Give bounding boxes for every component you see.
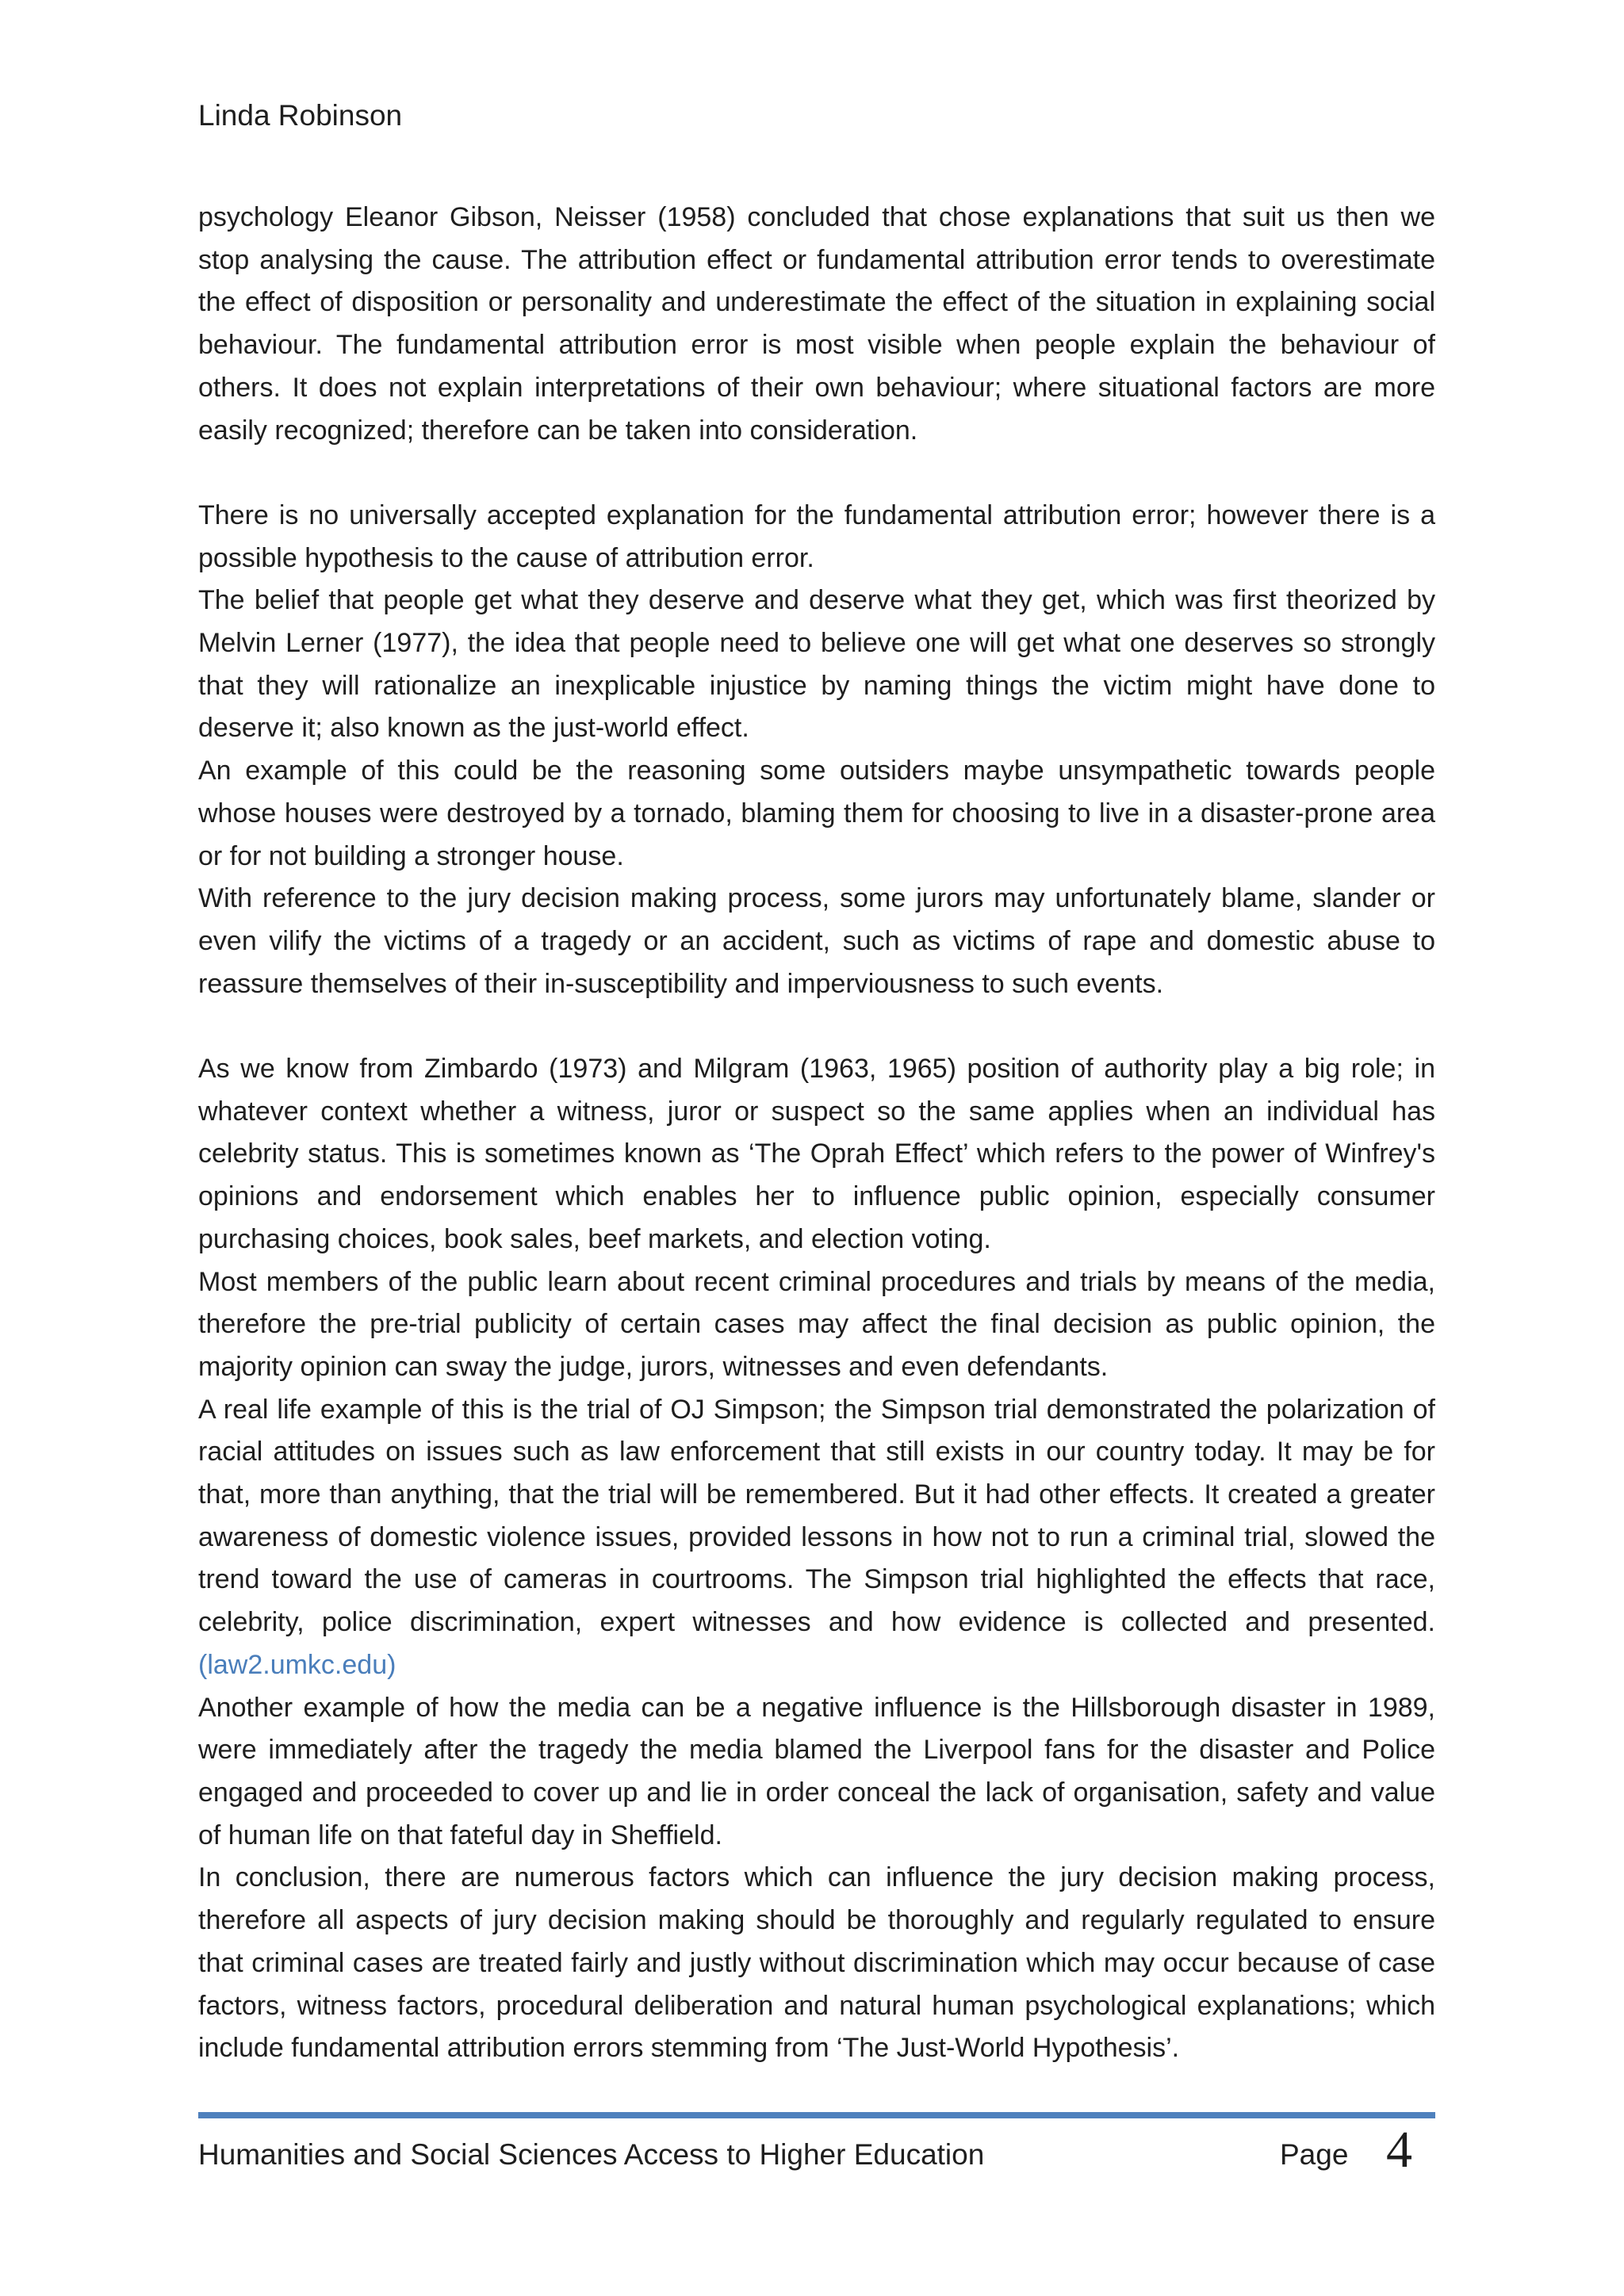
paragraph-6: As we know from Zimbardo (1973) and Milgram (1963, 1965) position of authority play a big role; in whatever context whether a witness, juror or suspect so the same applies when an individual has celebrity status. This is sometimes known as ‘The Oprah Effect’ which refers to the power of Winfrey's opinions and endorsement which enables her to influence public opinion, especially consumer purchasing choices, book sales, beef markets, and election voting. [198,1054,1435,1254]
footer-page-number: 4 [1386,2121,1412,2179]
paragraph-4: An example of this could be the reasoning some outsiders maybe unsympathetic towards people whose houses were destroyed by a tornado, blaming them for choosing to live in a disaster-prone area or for not building a stronger house. [198,756,1435,871]
paragraph-5: With reference to the jury decision making process, some jurors may unfortunately blame, slander or even vilify the victims of a tragedy or an accident, such as victims of rape and domestic abuse to reassure themselves of their in-susceptibility and imperviousness to such events. [198,883,1435,999]
paragraph-2: There is no universally accepted explanation for the fundamental attribution error; however there is a possible hypothesis to the cause of attribution error. [198,499,1435,573]
paragraph-gap [198,452,1435,495]
paragraph-8 [198,1389,1435,1687]
paragraph-gap [198,1005,1435,1048]
paragraph-8-text: A real life example of this is the trial of OJ Simpson; the Simpson trial demonstrated the polarization of racial attitudes on issues such as law enforcement that still exists in our country today. It may be for that, more than anything, that the trial will be remembered. But it had other effects. It created a greater awareness of domestic violence issues, provided lessons in how not to run a criminal trial, slowed the trend toward the use of cameras in courtrooms. The Simpson trial highlighted the effects that race, celebrity, police discrimination, expert witnesses and how evidence is collected and presented. [198,1394,1435,1638]
footer-divider [198,2112,1435,2118]
footer-course-title: Humanities and Social Sciences Access to Higher Education [198,2138,985,2171]
paragraph-9: Another example of how the media can be a negative influence is the Hillsborough disaster in 1989, were immediately after the tragedy the media blamed the Liverpool fans for the disaster and Police engaged and proceeded to cover up and lie in order conceal the lack of organisation, safety and value of human life on that fateful day in Sheffield. [198,1692,1435,1850]
body-text [198,197,1435,2070]
footer-page-label: Page [1280,2138,1349,2171]
paragraph-3: The belief that people get what they deserve and deserve what they get, which was first theorized by Melvin Lerner (1977), the idea that people need to believe one will get what one deserves so strongly that they will rationalize an inexplicable injustice by naming things the victim might have done to deserve it; also known as the just-world effect. [198,585,1435,744]
paragraph-10: In conclusion, there are numerous factors which can influence the jury decision making process, therefore all aspects of jury decision making should be thoroughly and regularly regulated to ensure that criminal cases are treated fairly and justly without discrimination which may occur because of case factors, witness factors, procedural deliberation and natural human psychological explanations; which include fundamental attribution errors stemming from ‘The Just-World Hypothesis’. [198,1862,1435,2064]
citation-link[interactable]: (law2.umkc.edu) [198,1649,396,1680]
header-author-name: Linda Robinson [198,99,403,132]
paragraph-1: psychology Eleanor Gibson, Neisser (1958) concluded that chose explanations that suit us then we stop analysing the cause. The attribution effect or fundamental attribution error tends to overestimate the effect of disposition or personality and underestimate the effect of the situation in explaining social behaviour. The fundamental attribution error is most visible when people explain the behaviour of others. It does not explain interpretations of their own behaviour; where situational factors are more easily recognized; therefore can be taken into consideration. [198,202,1435,446]
paragraph-7: Most members of the public learn about recent criminal procedures and trials by means of the media, therefore the pre-trial publicity of certain cases may affect the final decision as public opinion, the majority opinion can sway the judge, jurors, witnesses and even defendants. [198,1266,1435,1382]
